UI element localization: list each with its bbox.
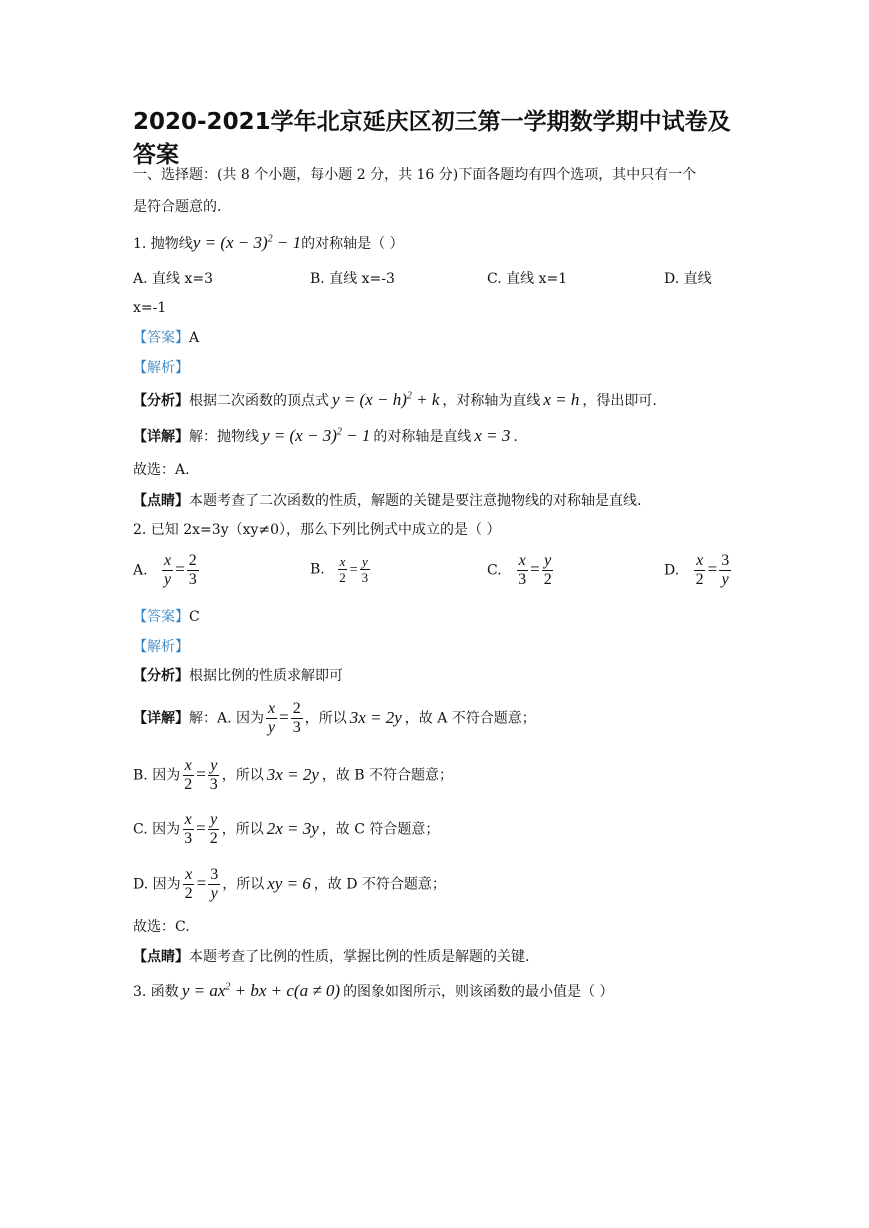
q2-analysis-label: 【解析】 <box>133 639 189 655</box>
q2-answer-label: 【答案】 <box>133 609 189 625</box>
q1-comment: 【点睛】本题考查了二次函数的性质，解题的关键是要注意抛物线的对称轴是直线. <box>133 493 642 509</box>
q2-fenxi: 【分析】根据比例的性质求解即可 <box>133 668 343 684</box>
q2-detail-c: C. 因为 $\frac{x}{3}$ = $\frac{y}{2}$ ，所以 2x = 3y ，故 C 符合题意； <box>133 811 440 847</box>
q2-option-b: B. $\frac{x}{2}$ = $\frac{y}{3}$ <box>310 554 369 585</box>
q1-stem-suffix: 的对称轴是（ ） <box>301 236 404 252</box>
q2-option-c: C. $\frac{x}{3}$ = $\frac{y}{2}$ <box>487 552 552 588</box>
q2-answer <box>133 608 200 626</box>
q2-answer-value: C <box>189 609 200 625</box>
q3-stem-formula: $y = ax^2$ + bx + c(a ≠ 0) <box>181 981 341 1000</box>
q2-option-d: D. $\frac{x}{2}$ = $\frac{3}{y}$ <box>664 552 730 588</box>
q1-answer-value: A <box>189 330 200 346</box>
q1-detail: 【详解】解：抛物线 $y = (x - 3)^2 - 1$ 的对称轴是直线 x = 3 . <box>133 426 518 445</box>
q2-detail-label: 【详解】 <box>133 710 189 727</box>
q1-stem-formula: $y = (x - 3)^2 - 1$ <box>192 233 302 252</box>
q2-fenxi-label: 【分析】 <box>133 668 189 684</box>
q1-option-d: D. 直线 <box>664 271 712 287</box>
q3-stem <box>133 982 614 1001</box>
q1-stem-prefix: 1. 抛物线 <box>133 236 193 252</box>
q2-option-a: A. $\frac{x}{y}$ = $\frac{2}{3}$ <box>133 552 197 588</box>
q1-option-d-continued: x=-1 <box>133 300 167 316</box>
q2-detail-b: B. 因为 $\frac{x}{2}$ = $\frac{y}{3}$ ，所以 3x = 2y ，故 B 不符合题意； <box>133 757 454 793</box>
q3-stem-prefix: 3. 函数 <box>133 984 179 1000</box>
q1-fenxi: 【分析】根据二次函数的顶点式 $y = (x - h)^2 + k$ ，对称轴为直线 x = h ，得出即可. <box>133 390 657 409</box>
q1-answer-label: 【答案】 <box>133 330 189 346</box>
q1-analysis-label: 【解析】 <box>133 360 189 376</box>
q1-stem <box>133 234 404 253</box>
section-instructions-line2: 是符合题意的. <box>133 199 222 215</box>
q1-fenxi-label: 【分析】 <box>133 393 189 409</box>
q2-comment: 【点睛】本题考查了比例的性质，掌握比例的性质是解题的关键. <box>133 949 530 965</box>
q1-choice: 故选：A. <box>133 462 190 478</box>
q1-detail-label: 【详解】 <box>133 429 189 445</box>
q2-choice: 故选：C. <box>133 919 190 935</box>
section-instructions-line1: 一、选择题：(共 8 个小题，每小题 2 分，共 16 分)下面各题均有四个选项，其中只有一个 <box>133 167 697 183</box>
q2-detail-d: D. 因为 $\frac{x}{2}$ = $\frac{3}{y}$ ，所以 xy = 6 ，故 D 不符合题意； <box>133 866 446 902</box>
q1-option-a: A. 直线 x=3 <box>133 271 213 287</box>
q1-option-b: B. 直线 x=-3 <box>310 271 395 287</box>
q1-answer <box>133 329 199 347</box>
page-title: 2020-2021学年北京延庆区初三第一学期数学期中试卷及答案 <box>133 109 731 168</box>
q2-comment-label: 【点睛】 <box>133 949 189 965</box>
q1-option-c: C. 直线 x=1 <box>487 271 568 287</box>
q2-stem: 2. 已知 2x=3y（xy≠0），那么下列比例式中成立的是（ ） <box>133 522 501 538</box>
q1-comment-label: 【点睛】 <box>133 493 189 509</box>
q3-stem-suffix: 的图象如图所示，则该函数的最小值是（ ） <box>343 984 614 1000</box>
q2-detail-a: 【详解】解：A. 因为 $\frac{x}{y}$ = $\frac{2}{3}$ ，所以 3x = 2y ，故 A 不符合题意； <box>133 700 536 736</box>
